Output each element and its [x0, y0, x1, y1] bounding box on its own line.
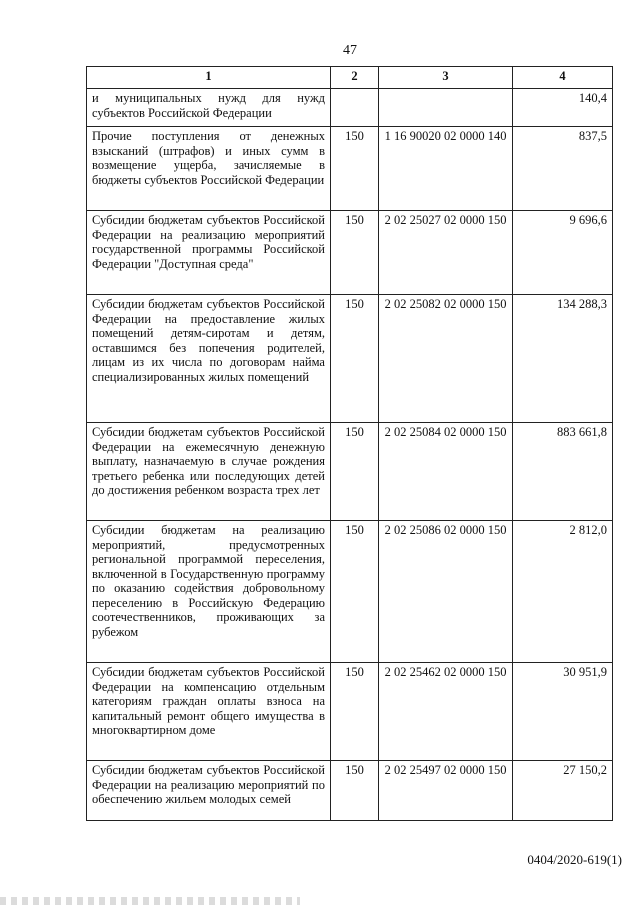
row-type-code: 150 [331, 423, 379, 521]
page-number: 47 [343, 43, 357, 58]
table-row [87, 423, 613, 521]
row-type-code: 150 [331, 663, 379, 761]
column-header-1: 1 [87, 67, 331, 89]
row-type-code: 150 [331, 761, 379, 821]
table-row [87, 127, 613, 211]
row-amount: 9 696,6 [513, 211, 613, 295]
table-row [87, 211, 613, 295]
row-name: Прочие поступления от денежных взысканий (штрафов) и иных сумм в возмещение ущерба, зачисляемые в бюджеты субъектов Российской Федерации [87, 127, 331, 211]
row-name: Субсидии бюджетам субъектов Российской Федерации на реализацию мероприятий государственной программы Российской Федерации "Доступная среда" [87, 211, 331, 295]
row-amount: 134 288,3 [513, 295, 613, 423]
table-row [87, 295, 613, 423]
column-header-4: 4 [513, 67, 613, 89]
row-classification-code: 2 02 25462 02 0000 150 [379, 663, 513, 761]
row-type-code: 150 [331, 521, 379, 663]
row-name: и муниципальных нужд для нужд субъектов Российской Федерации [87, 89, 331, 127]
row-amount: 837,5 [513, 127, 613, 211]
column-header-3: 3 [379, 67, 513, 89]
table-row [87, 521, 613, 663]
row-name: Субсидии бюджетам на реализацию мероприятий, предусмотренных региональной программой переселения, включенной в Государственную программу по оказанию содействия добровольному переселению в Российскую Федерацию соотечественников, проживающих за рубежом [87, 521, 331, 663]
row-name: Субсидии бюджетам субъектов Российской Федерации на компенсацию отдельным категориям граждан оплаты взноса на капитальный ремонт общего имущества в многоквартирном доме [87, 663, 331, 761]
document-code: 0404/2020-619(1) [527, 852, 622, 867]
revenue-table [86, 66, 613, 821]
row-amount: 2 812,0 [513, 521, 613, 663]
table-row [87, 89, 613, 127]
row-type-code: 150 [331, 295, 379, 423]
scan-artifact-strip [0, 897, 300, 905]
row-amount: 27 150,2 [513, 761, 613, 821]
row-classification-code: 1 16 90020 02 0000 140 [379, 127, 513, 211]
row-type-code: 150 [331, 127, 379, 211]
row-amount: 883 661,8 [513, 423, 613, 521]
row-type-code [331, 89, 379, 127]
row-name: Субсидии бюджетам субъектов Российской Федерации на предоставление жилых помещений детям-сиротам и детям, оставшимся без попечения родителей, лицам из их числа по договорам найма специализированных жилых помещений [87, 295, 331, 423]
table-row [87, 761, 613, 821]
row-type-code: 150 [331, 211, 379, 295]
table-row [87, 663, 613, 761]
row-name: Субсидии бюджетам субъектов Российской Федерации на ежемесячную денежную выплату, назначаемую в случае рождения третьего ребенка или последующих детей до достижения ребенком возраста трех лет [87, 423, 331, 521]
column-header-2: 2 [331, 67, 379, 89]
row-amount: 30 951,9 [513, 663, 613, 761]
row-classification-code: 2 02 25082 02 0000 150 [379, 295, 513, 423]
table-header-row [87, 67, 613, 89]
row-classification-code: 2 02 25086 02 0000 150 [379, 521, 513, 663]
row-amount: 140,4 [513, 89, 613, 127]
row-classification-code: 2 02 25027 02 0000 150 [379, 211, 513, 295]
row-classification-code: 2 02 25497 02 0000 150 [379, 761, 513, 821]
row-classification-code: 2 02 25084 02 0000 150 [379, 423, 513, 521]
row-classification-code [379, 89, 513, 127]
row-name: Субсидии бюджетам субъектов Российской Федерации на реализацию мероприятий по обеспечению жильем молодых семей [87, 761, 331, 821]
